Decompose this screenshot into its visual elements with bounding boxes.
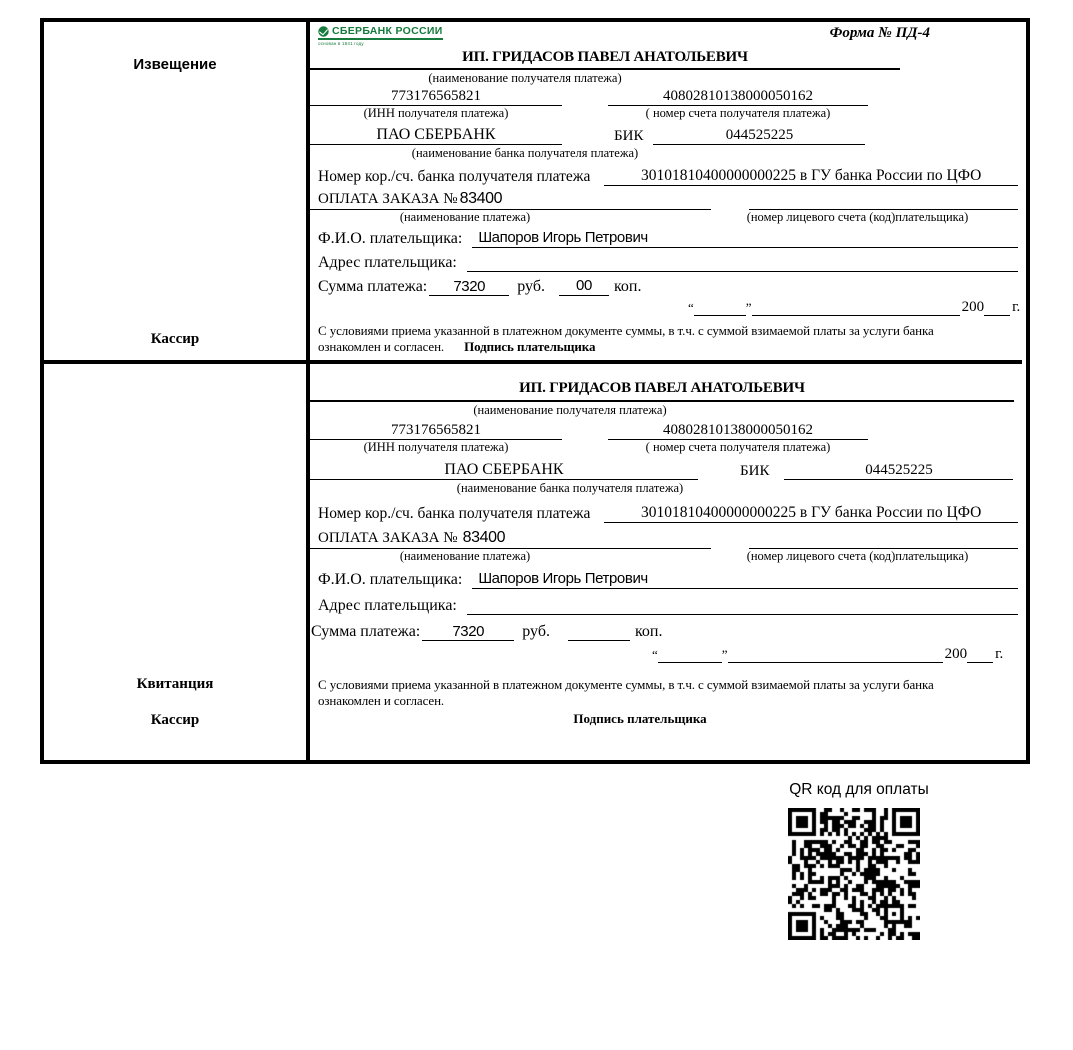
bik-value: 044525225 [784, 462, 1013, 480]
qr-label: QR код для оплаты [789, 781, 929, 798]
year-prefix: 200 [944, 646, 968, 663]
caption-payment: (наименование платежа) [399, 549, 531, 564]
bik-label: БИК [614, 128, 644, 145]
caption-bank: (наименование банка получателя платежа) [456, 481, 684, 496]
year-blank [984, 315, 1010, 316]
sberbank-wordmark [318, 25, 443, 40]
payment-name-row [310, 190, 1022, 210]
agreement-text [310, 323, 970, 355]
caption-bank: (наименование банка получателя платежа) [411, 146, 639, 161]
amount-label: Сумма платежа: [318, 277, 428, 295]
rub-label: руб. [522, 622, 550, 640]
receipt-cashier-label: Кассир [150, 712, 200, 728]
corr-account-row [310, 167, 1022, 186]
bank-name: ПАО СБЕРБАНК [310, 126, 562, 145]
corr-account-label: Номер кор./сч. банка получателя платежа [318, 168, 591, 186]
corr-account-row [310, 504, 1022, 523]
payment-name-row [310, 529, 1022, 549]
payer-address-row [310, 253, 1022, 272]
order-number: 83400 [459, 189, 503, 207]
amount-rub-value: 7320 [429, 278, 509, 296]
payer-name-row [310, 229, 1022, 248]
bik-value: 044525225 [653, 127, 865, 145]
payer-name-row [310, 570, 1022, 589]
corr-account-label: Номер кор./сч. банка получателя платежа [318, 505, 591, 523]
payer-name-label: Ф.И.О. плательщика: [318, 229, 463, 247]
day-blank [658, 662, 722, 663]
payer-address-blank [467, 596, 1018, 615]
recipient-name-title: ИП. ГРИДАСОВ ПАВЕЛ АНАТОЛЬЕВИЧ [310, 380, 1014, 402]
amount-kop-value: 00 [559, 277, 609, 296]
bank-name: ПАО СБЕРБАНК [310, 461, 698, 480]
payer-address-blank [467, 253, 1018, 272]
receipt-main-cell [310, 364, 1022, 760]
receipt-label: Квитанция [136, 676, 214, 692]
inn-value: 773176565821 [310, 422, 562, 440]
payment-name-label: ОПЛАТА ЗАКАЗА № [318, 529, 458, 546]
form-number: Форма № ПД-4 [829, 25, 930, 41]
month-blank [752, 315, 960, 316]
notice-cashier-label: Кассир [150, 331, 200, 347]
day-blank [694, 315, 746, 316]
recipient-name-title: ИП. ГРИДАСОВ ПАВЕЛ АНАТОЛЬЕВИЧ [310, 49, 900, 70]
caption-account: ( номер счета получателя платежа) [645, 106, 831, 121]
amount-label: Сумма платежа: [311, 622, 421, 640]
inn-value: 773176565821 [310, 88, 562, 106]
payer-address-label: Адрес плательщика: [318, 253, 457, 271]
year-prefix: 200 [961, 299, 985, 316]
notice-side-cell [44, 22, 310, 364]
notice-label: Извещение [133, 56, 217, 73]
pd4-form [40, 18, 1030, 764]
quote-close: ” [721, 647, 728, 663]
bank-row [310, 461, 1022, 480]
amount-kop-blank [568, 622, 630, 641]
inn-account-captions [310, 441, 1022, 455]
caption-inn: (ИНН получателя платежа) [363, 440, 509, 455]
qr-section [786, 781, 932, 940]
caption-personal-account: (номер лицевого счета (код)плательщика) [746, 210, 969, 225]
signature-label: Подпись плательщика [573, 711, 707, 727]
rub-label: руб. [517, 277, 545, 295]
caption-inn: (ИНН получателя платежа) [363, 106, 509, 121]
sberbank-logo-text: СБЕРБАНК РОССИИ [332, 25, 443, 37]
sberbank-logo-tagline: основан в 1841 году [318, 41, 364, 47]
payer-name-value: Шапоров Игорь Петрович [472, 229, 1018, 248]
qr-code [788, 808, 920, 940]
account-value: 40802810138000050162 [608, 422, 868, 440]
personal-account-blank [749, 531, 1018, 549]
payment-captions-row [310, 211, 1022, 225]
payment-captions-row [310, 550, 1022, 564]
inn-account-row [310, 88, 1022, 106]
kop-label: коп. [613, 277, 642, 295]
amount-rub-value: 7320 [422, 623, 514, 641]
payment-name-field [310, 529, 711, 549]
payment-name-label: ОПЛАТА ЗАКАЗА № [318, 190, 458, 207]
payer-address-row [310, 596, 1022, 615]
notice-main-cell [310, 22, 1022, 364]
caption-personal-account: (номер лицевого счета (код)плательщика) [746, 549, 969, 564]
quote-open: “ [688, 300, 694, 316]
date-row [688, 299, 1022, 316]
year-suffix: г. [995, 646, 1004, 663]
payer-name-label: Ф.И.О. плательщика: [318, 570, 463, 588]
quote-close: ” [745, 300, 752, 316]
inn-account-captions [310, 107, 1022, 121]
year-suffix: г. [1012, 299, 1021, 316]
agreement-line2-row [318, 339, 970, 355]
corr-account-value: 30101810400000000225 в ГУ банка России по ЦФО [604, 167, 1018, 186]
date-row [652, 646, 1022, 663]
amount-row [310, 622, 1022, 641]
kop-label: коп. [634, 622, 663, 640]
personal-account-blank [749, 192, 1018, 210]
quote-open: “ [652, 647, 658, 663]
payment-name-field [310, 190, 711, 210]
bik-label: БИК [740, 463, 770, 480]
year-blank [967, 662, 993, 663]
bank-row [310, 126, 1022, 145]
corr-account-value: 30101810400000000225 в ГУ банка России по ЦФО [604, 504, 1018, 523]
payer-address-label: Адрес плательщика: [318, 596, 457, 614]
caption-account: ( номер счета получателя платежа) [645, 440, 831, 455]
order-number: 83400 [462, 528, 506, 546]
payer-name-value: Шапоров Игорь Петрович [472, 570, 1018, 589]
account-value: 40802810138000050162 [608, 88, 868, 106]
agreement-text [310, 677, 970, 709]
agreement-line2: ознакомлен и согласен. [318, 693, 445, 709]
month-blank [728, 662, 943, 663]
agreement-line1: С условиями приема указанной в платежном документе суммы, в т.ч. с суммой взимаемой платы за услуги банка [318, 323, 934, 339]
caption-payment: (наименование платежа) [399, 210, 531, 225]
agreement-line1: С условиями приема указанной в платежном документе суммы, в т.ч. с суммой взимаемой платы за услуги банка [318, 677, 934, 693]
caption-recipient: (наименование получателя платежа) [473, 403, 667, 418]
caption-recipient: (наименование получателя платежа) [428, 71, 622, 86]
receipt-side-cell [44, 364, 310, 760]
amount-row [310, 277, 1022, 296]
sberbank-icon [318, 26, 329, 37]
sberbank-logo [318, 25, 443, 46]
inn-account-row [310, 422, 1022, 440]
notice-header-row [310, 22, 1022, 49]
agreement-line2: ознакомлен и согласен. [318, 339, 445, 355]
signature-label: Подпись плательщика [464, 339, 596, 355]
